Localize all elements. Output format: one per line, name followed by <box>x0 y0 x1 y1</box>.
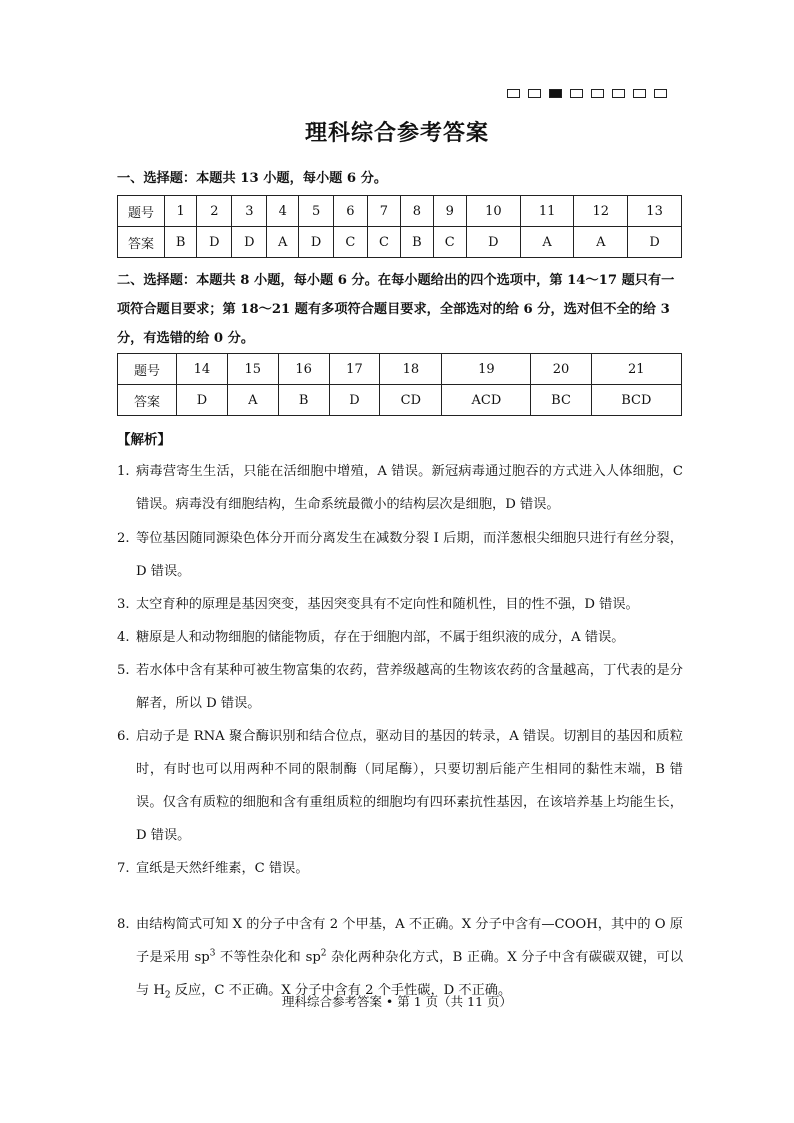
table-cell: 4 <box>267 196 299 227</box>
table-cell: D <box>197 227 232 258</box>
analysis-item <box>117 455 683 521</box>
table-cell: B <box>165 227 197 258</box>
table-cell: D <box>467 227 521 258</box>
table-cell: 13 <box>628 196 682 227</box>
table-cell: 9 <box>433 196 467 227</box>
item-text-part: 由结构简式可知 X 的分子中含有 2 个甲基，A 不正确。X 分子中含有—COOH，其中的 O 原子是采用 sp <box>136 917 683 965</box>
item-text: 太空育种的原理是基因突变，基因突变具有不定向性和随机性，目的性不强，D 错误。 <box>136 597 639 612</box>
item-text-part: 反应，C 不正确。X 分子中含有 2 个手性碳，D 不正确。 <box>170 983 512 998</box>
subscript: 2 <box>164 990 171 1001</box>
analysis-item <box>117 852 683 885</box>
table-cell: ACD <box>442 385 531 416</box>
table-row-answers <box>118 385 682 416</box>
table-cell: D <box>299 227 334 258</box>
analysis-item <box>117 654 683 720</box>
table-cell: D <box>177 385 228 416</box>
table-cell: 2 <box>197 196 232 227</box>
table-cell: 20 <box>531 354 591 385</box>
table-cell: B <box>278 385 329 416</box>
superscript: 3 <box>209 948 216 959</box>
table-cell: 7 <box>367 196 401 227</box>
item-text: 若水体中含有某种可被生物富集的农药，营养级越高的生物该农药的含量越高，丁代表的是分解者，所以 D 错误。 <box>136 663 683 711</box>
analysis-item <box>117 720 683 852</box>
table-cell: D <box>628 227 682 258</box>
answer-table-1 <box>117 195 682 258</box>
item-number: 8. <box>117 917 130 932</box>
table-cell: 11 <box>520 196 574 227</box>
table-cell: C <box>433 227 467 258</box>
table-row-questions <box>118 196 682 227</box>
table-cell: 15 <box>227 354 278 385</box>
table-row-answers <box>118 227 682 258</box>
table-cell: A <box>574 227 628 258</box>
table-cell: 5 <box>299 196 334 227</box>
analysis-label: 【解析】 <box>117 432 171 448</box>
table-cell: A <box>267 227 299 258</box>
table-cell: 6 <box>334 196 368 227</box>
marker-square <box>633 89 646 98</box>
table-cell: 17 <box>329 354 380 385</box>
analysis-item <box>117 588 683 621</box>
table-cell: BC <box>531 385 591 416</box>
item-number: 4. <box>117 630 130 645</box>
table-cell: BCD <box>591 385 681 416</box>
page-footer: 理科综合参考答案 • 第 1 页（共 11 页） <box>281 994 513 1009</box>
table-cell: 16 <box>278 354 329 385</box>
header-marker-squares <box>507 89 667 98</box>
marker-square <box>507 89 520 98</box>
table-cell: B <box>401 227 433 258</box>
answer-table-2 <box>117 353 682 416</box>
table-cell: 3 <box>232 196 267 227</box>
table-cell: 12 <box>574 196 628 227</box>
marker-square-filled <box>549 89 562 98</box>
section2-heading: 二、选择题：本题共 8 小题，每小题 6 分。在每小题给出的四个选项中，第 14～17 题只有一项符合题目要求；第 18～21 题有多项符合题目要求，全部选对的给 6 分，选对但不全的给 3 分，有选错的给 0 分。 <box>117 273 675 346</box>
table-row-questions <box>118 354 682 385</box>
analysis-item <box>117 522 683 588</box>
table-cell: 21 <box>591 354 681 385</box>
table-cell: 19 <box>442 354 531 385</box>
marker-square <box>612 89 625 98</box>
table-cell: D <box>232 227 267 258</box>
analysis-item <box>117 621 683 654</box>
item-text: 病毒营寄生生活，只能在活细胞中增殖，A 错误。新冠病毒通过胞吞的方式进入人体细胞，C 错误。病毒没有细胞结构，生命系统最微小的结构层次是细胞，D 错误。 <box>136 464 683 512</box>
item-number: 6. <box>117 729 130 744</box>
marker-square <box>654 89 667 98</box>
table-cell: 8 <box>401 196 433 227</box>
item-text: 启动子是 RNA 聚合酶识别和结合位点，驱动目的基因的转录，A 错误。切割目的基因和质粒时，有时也可以用两种不同的限制酶（同尾酶），只要切割后能产生相同的黏性末端，B 错误。仅含有质粒的细胞和含有重组质粒的细胞均有四环素抗性基因，在该培养基上均能生长，D 错误。 <box>136 729 683 843</box>
item-number: 1. <box>117 464 130 479</box>
item-text: 宣纸是天然纤维素，C 错误。 <box>136 861 309 876</box>
section1-heading: 一、选择题：本题共 13 小题，每小题 6 分。 <box>117 171 388 186</box>
table-cell: C <box>367 227 401 258</box>
item-number: 5. <box>117 663 130 678</box>
item-number: 2. <box>117 531 130 546</box>
table-cell: 18 <box>380 354 442 385</box>
item-text: 糖原是人和动物细胞的储能物质，存在于细胞内部，不属于组织液的成分，A 错误。 <box>136 630 625 645</box>
table-row-label: 答案 <box>118 385 177 416</box>
item-number: 3. <box>117 597 130 612</box>
item-number: 7. <box>117 861 130 876</box>
page-title: 理科综合参考答案 <box>304 120 489 146</box>
marker-square <box>570 89 583 98</box>
table-row-label: 题号 <box>118 196 165 227</box>
table-row-label: 题号 <box>118 354 177 385</box>
table-cell: A <box>227 385 278 416</box>
item-text: 等位基因随同源染色体分开而分离发生在减数分裂 I 后期，而洋葱根尖细胞只进行有丝分裂，D 错误。 <box>136 531 683 579</box>
table-cell: A <box>520 227 574 258</box>
marker-square <box>528 89 541 98</box>
table-cell: 1 <box>165 196 197 227</box>
item-text-part: 杂化两种杂化方式，B 正确。X 分子中含有碳碳双键，可以与 H <box>136 950 684 998</box>
table-cell: CD <box>380 385 442 416</box>
table-cell: 14 <box>177 354 228 385</box>
item-text-part: 不等性杂化和 sp <box>215 950 321 965</box>
table-row-label: 答案 <box>118 227 165 258</box>
table-cell: D <box>329 385 380 416</box>
marker-square <box>591 89 604 98</box>
table-cell: 10 <box>467 196 521 227</box>
table-cell: C <box>334 227 368 258</box>
superscript: 2 <box>320 948 327 959</box>
